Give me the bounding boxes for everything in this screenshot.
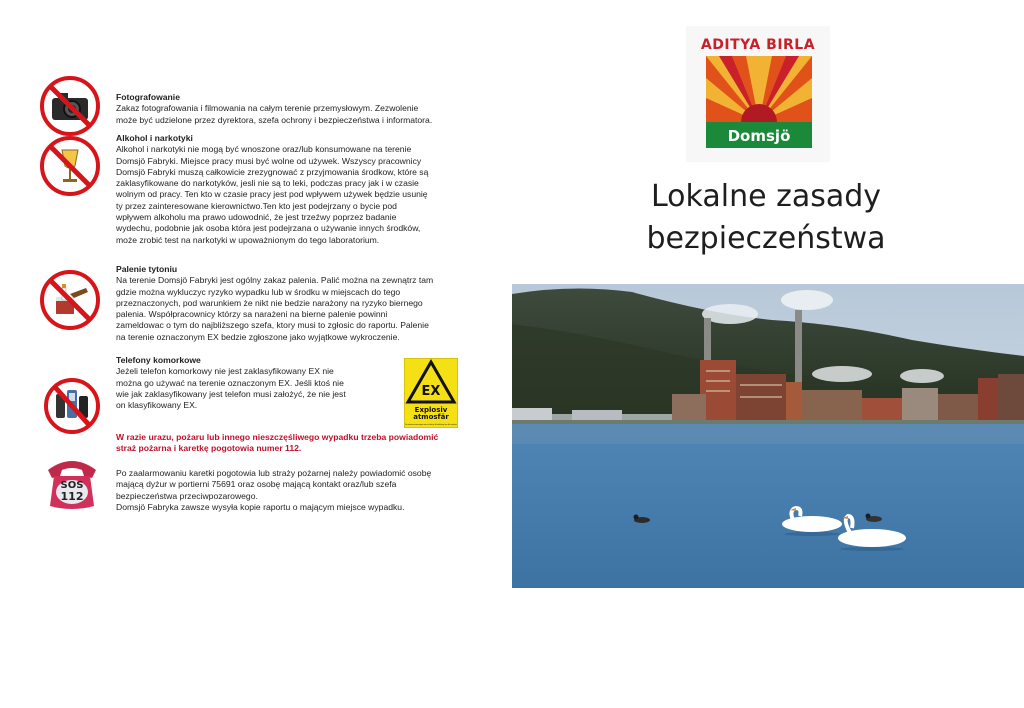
text-line: palenia. Współpracownicy którzy sa narażeni na bierne palenie powinni xyxy=(116,309,388,320)
factory-lake-photo xyxy=(512,284,1024,588)
text-line: Domsjö Fabryki muszą całkowicie zrezygnować z przyjmowania środkow, które są xyxy=(116,166,429,177)
section-alcohol-drugs xyxy=(116,133,486,246)
emergency-notice xyxy=(116,432,486,455)
no-alcohol-icon xyxy=(40,136,100,196)
section-photography xyxy=(116,92,486,126)
section-heading: Telefony komorkowe xyxy=(116,355,201,365)
no-mobile-phone-icon xyxy=(44,376,100,436)
text-line: Domsjö Fabryki. Miejsce pracy musi być wolne od używek. Wszyscy pracownicy xyxy=(116,155,422,166)
text-line: może zrobić test na narkotyki w upoważnionym do tego laboratorium. xyxy=(116,234,380,245)
title-line-1: Lokalne zasady xyxy=(650,179,882,214)
sos-label: SOS xyxy=(60,480,84,491)
text-line: Jeżeli telefon komorkowy nie jest zaklasyfikowany EX nie xyxy=(116,366,334,377)
text-line: może być udzielone przez dyrektora, szefa ochrony i bezpieczeństwa i informatora. xyxy=(116,114,433,125)
no-smoking-icon xyxy=(40,270,100,330)
logo-brand: ADITYA BIRLA xyxy=(700,37,816,53)
section-heading: Alkohol i narkotyki xyxy=(116,133,193,143)
text-line: zameldowac o tym do najbliższego szefa, ktory musi to zgłosic do raportu. Palenie xyxy=(116,320,429,331)
page-title xyxy=(636,176,896,260)
ex-explosive-atmosphere-sign xyxy=(404,358,458,428)
section-mobile-phones xyxy=(116,355,401,411)
text-line: ty przez zainteresowane kierownictwo.Ten kto jest podejrzany o bycie pod xyxy=(116,200,397,211)
text-line: na terenie oznaczonym EX bedzie zgłoszone jako wyjątkowe wykroczenie. xyxy=(116,331,400,342)
title-line-2: bezpieczeństwa xyxy=(646,221,886,256)
text-line: W razie urazu, pożaru lub innego nieszczęśliwego wypadku trzeba powiadomić xyxy=(116,432,439,442)
text-line: bezpieczeństwa przeciwpozarowego. xyxy=(116,490,258,501)
text-line: można go używać na terenie oznaczonym EX. Jeśli ktoś nie xyxy=(116,377,344,388)
text-line: mającą dyżur w portierni 75691 oraz osobę mającą kontakt oraz/lub szefa xyxy=(116,479,397,490)
text-line: Po zaalarmowaniu karetki pogotowia lub straży pożarnej należy powiadomić osobę xyxy=(116,468,432,478)
text-line: wie jak zaklasyfikowany jest telefon musi założyć, że nie jest xyxy=(116,388,346,399)
text-line: przeznaczonych, pod warunkiem że nikt nie bedzie narażony na ryzyko biernego xyxy=(116,297,423,308)
text-line: straż pożarna i karetkę pogotowia numer 112. xyxy=(116,443,302,454)
logo-sub: Domsjö xyxy=(727,127,791,145)
text-line: Domsjö Fabryka zawsze wysyła kopie raportu o mającym miejsce wypadku. xyxy=(116,501,405,512)
section-heading: Fotografowanie xyxy=(116,92,180,102)
ex-sign-mark: EX xyxy=(421,384,441,399)
section-report xyxy=(116,468,486,513)
text-line: wpływem alkoholu ma prawo udowodnić, że jest trzeźwy poprzez badanie xyxy=(116,212,397,223)
ex-sign-label-2: atmosfär xyxy=(413,413,449,421)
sos-112-phone-icon xyxy=(44,452,100,514)
sos-number: 112 xyxy=(60,490,84,503)
text-line: zaklasyfikowane do narkotyków, jesli nie są to leki, podczas pracy jak i w czasie xyxy=(116,178,419,189)
no-camera-icon xyxy=(40,76,100,136)
aditya-birla-domsjo-logo xyxy=(686,26,830,162)
text-line: Na terenie Domsjö Fabryki jest ogólny zakaz palenia. Palić można na zewnątrz tam xyxy=(116,275,434,286)
text-line: Alkohol i narkotyki nie mogą być wnoszone oraz/lub konsumowane na terenie xyxy=(116,144,412,155)
text-line: gdzie można wykluczyc ryzyko wypadku lub w środku w miejscach do tego xyxy=(116,286,401,297)
ex-sign-fine-print: För arbetsutrustningar som är farlig, då strålning kan bli explosiv xyxy=(405,425,457,426)
ex-sign-label-1: Explosiv xyxy=(414,406,448,414)
text-line: Zakaz fotografowania i filmowania na całym terenie przemysłowym. Zezwolenie xyxy=(116,103,419,114)
text-line: wydechu, podobnie jak osoba która jest podejrzana o używanie innych środków, xyxy=(116,223,421,234)
text-line: wolnym od pracy. Ten kto w czasie pracy jest pod wpływem używek będzie usunię xyxy=(116,189,428,200)
section-smoking xyxy=(116,264,486,343)
section-heading: Palenie tytoniu xyxy=(116,264,178,274)
text-line: on klasyfikowany EX. xyxy=(116,400,198,411)
